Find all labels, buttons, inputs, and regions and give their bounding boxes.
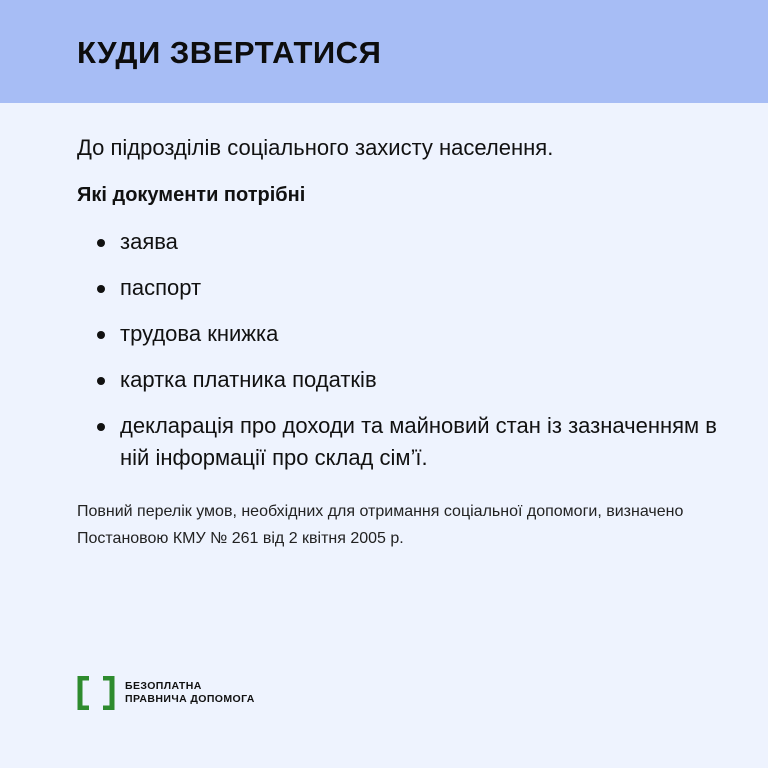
list-item bbox=[77, 410, 717, 474]
logo-line-1: БЕЗОПЛАТНА bbox=[125, 680, 202, 692]
list-item-text: трудова книжка bbox=[120, 321, 279, 346]
intro-text: До підрозділів соціального захисту населення. bbox=[77, 135, 554, 160]
list-item bbox=[77, 318, 717, 350]
list-item-text: декларація про доходи та майновий стан із зазначенням в ній інформації про склад сім’ї. bbox=[120, 413, 717, 470]
header-banner bbox=[0, 0, 768, 103]
documents-list bbox=[77, 226, 717, 474]
page-title: КУДИ ЗВЕРТАТИСЯ bbox=[77, 35, 382, 70]
bullet-icon bbox=[97, 285, 105, 293]
main-content bbox=[77, 132, 717, 552]
bracket-logo-icon bbox=[77, 676, 121, 710]
list-item-text: паспорт bbox=[120, 275, 202, 300]
organization-logo bbox=[77, 676, 255, 710]
logo-text bbox=[125, 680, 255, 706]
list-item bbox=[77, 272, 717, 304]
list-item bbox=[77, 364, 717, 396]
footnote-text: Повний перелік умов, необхідних для отримання соціальної допомоги, визначено Постановою КМУ № 261 від 2 квітня 2005 р. bbox=[77, 503, 684, 547]
bullet-icon bbox=[97, 239, 105, 247]
list-item bbox=[77, 226, 717, 258]
logo-line-2: ПРАВНИЧА ДОПОМОГА bbox=[125, 693, 255, 705]
documents-heading: Які документи потрібні bbox=[77, 184, 306, 206]
bullet-icon bbox=[97, 331, 105, 339]
list-item-text: картка платника податків bbox=[120, 367, 377, 392]
list-item-text: заява bbox=[120, 229, 178, 254]
bullet-icon bbox=[97, 377, 105, 385]
bullet-icon bbox=[97, 423, 105, 431]
